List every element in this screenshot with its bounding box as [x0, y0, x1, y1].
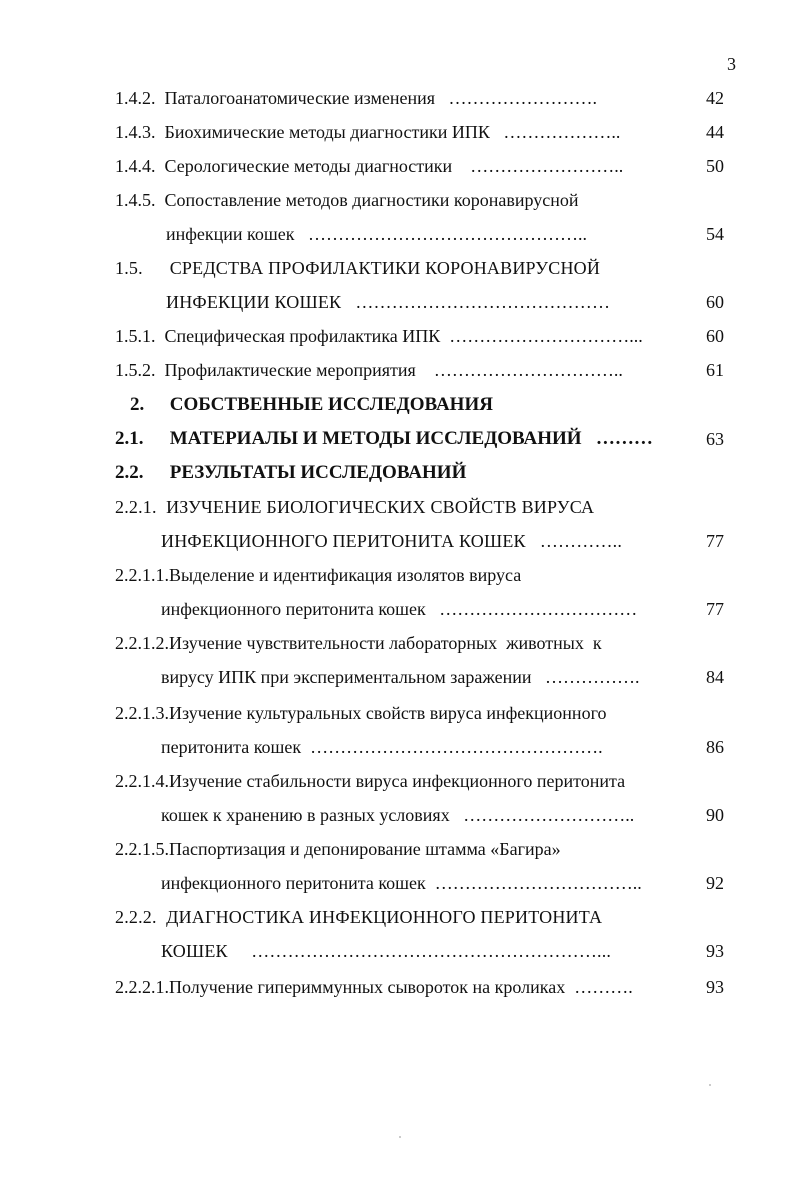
toc-entry-1-5-1 [115, 323, 643, 349]
toc-title: МАТЕРИАЛЫ И МЕТОДЫ ИССЛЕДОВАНИЙ [169, 428, 582, 449]
toc-title: СОБСТВЕННЫЕ ИССЛЕДОВАНИЯ [169, 394, 493, 415]
toc-number: 1.4.2. [115, 88, 156, 108]
toc-title: кошек к хранению в разных условиях [161, 805, 450, 825]
toc-title: ИНФЕКЦИИ КОШЕК [166, 292, 342, 312]
toc-title: перитонита кошек [161, 737, 302, 757]
toc-page: 93 [706, 977, 724, 997]
toc-page: 63 [706, 429, 724, 449]
toc-number: 2.2.1.4. [115, 771, 169, 791]
toc-title: Изучение стабильности вируса инфекционного перитонита [169, 771, 626, 791]
toc-leader-dots: ………………………….. [433, 360, 623, 380]
toc-number: 2.2.2.1. [115, 977, 169, 997]
toc-leader-dots: …………………………….. [434, 873, 642, 893]
toc-entry-continuation [166, 289, 610, 315]
toc-leader-dots: ……………. [544, 667, 640, 687]
toc-number: 2.2.1.1. [115, 565, 169, 585]
toc-title: ИНФЕКЦИОННОГО ПЕРИТОНИТА КОШЕК [161, 531, 526, 551]
toc-leader-dots: …………………………………… [355, 292, 611, 312]
toc-number: 2.1. [115, 428, 144, 449]
toc-page: 77 [706, 599, 724, 619]
toc-page: 77 [706, 531, 724, 551]
toc-title: Паталогоанатомические изменения [164, 88, 436, 108]
toc-title: инфекции кошек [166, 224, 295, 244]
toc-entry-continuation [161, 870, 642, 896]
toc-entry-1-4-3 [115, 119, 620, 145]
toc-leader-dots: ……………………….. [463, 805, 635, 825]
toc-page: 42 [706, 88, 724, 108]
toc-title: Специфическая профилактика ИПК [164, 326, 441, 346]
toc-title: Профилактические мероприятия [164, 360, 416, 380]
toc-title: инфекционного перитонита кошек [161, 599, 426, 619]
toc-entry-1-5-2 [115, 357, 623, 383]
toc-number: 2.2.1. [115, 497, 157, 517]
toc-title: Паспортизация и депонирование штамма «Багира» [169, 839, 561, 859]
toc-title: вирусу ИПК при экспериментальном заражении [161, 667, 532, 687]
toc-title: РЕЗУЛЬТАТЫ ИССЛЕДОВАНИЙ [169, 462, 467, 483]
toc-number: 1.5. [115, 258, 143, 278]
toc-leader-dots: ……… [595, 428, 653, 449]
toc-page: 50 [706, 156, 724, 176]
toc-entry-2-1 [115, 426, 653, 452]
toc-title: ДИАГНОСТИКА ИНФЕКЦИОННОГО ПЕРИТОНИТА [166, 907, 603, 927]
toc-number: 1.4.4. [115, 156, 156, 176]
toc-title: ИЗУЧЕНИЕ БИОЛОГИЧЕСКИХ СВОЙСТВ ВИРУСА [166, 497, 595, 517]
toc-entry-2-2-1 [115, 494, 594, 520]
toc-title: Изучение культуральных свойств вируса инфекционного [169, 703, 607, 723]
toc-entry-2-2-1-2 [115, 630, 602, 656]
toc-title: СРЕДСТВА ПРОФИЛАКТИКИ КОРОНАВИРУСНОЙ [169, 258, 601, 278]
toc-entry-2-2-2-1 [115, 974, 633, 1000]
toc-leader-dots: …………………………………………………... [251, 941, 612, 961]
toc-entry-continuation [161, 734, 603, 760]
toc-number: 2.2. [115, 462, 144, 483]
toc-leader-dots: ……………………………………….. [308, 224, 587, 244]
toc-page: 61 [706, 360, 724, 380]
scan-speck [399, 1136, 401, 1138]
toc-entry-2-2 [115, 460, 466, 486]
toc-entry-continuation [161, 802, 634, 828]
toc-page: 60 [706, 326, 724, 346]
toc-title: Изучение чувствительности лабораторных животных к [169, 633, 602, 653]
toc-leader-dots: ………….. [539, 531, 623, 551]
toc-entry-2-2-1-1 [115, 562, 521, 588]
toc-page: 90 [706, 805, 724, 825]
toc-entry-2-2-2 [115, 904, 602, 930]
toc-title: КОШЕК [161, 941, 228, 961]
toc-title: Серологические методы диагностики [164, 156, 453, 176]
toc-page: 44 [706, 122, 724, 142]
toc-title: инфекционного перитонита кошек [161, 873, 426, 893]
toc-number: 2.2.1.2. [115, 633, 169, 653]
toc-title: Получение гипериммунных сывороток на кроликах [169, 977, 566, 997]
toc-number: 1.5.1. [115, 326, 156, 346]
toc-entry-continuation [166, 221, 587, 247]
toc-leader-dots: …………………….. [470, 156, 624, 176]
toc-page: 84 [706, 667, 724, 687]
toc-entry-continuation [161, 938, 611, 964]
toc-entry-2-2-1-3 [115, 700, 607, 726]
toc-page: 54 [706, 224, 724, 244]
toc-number: 1.5.2. [115, 360, 156, 380]
toc-number: 2.2.2. [115, 907, 157, 927]
toc-entry-1-4-4 [115, 153, 623, 179]
toc-entry-1-4-5 [115, 187, 579, 213]
scan-speck [709, 1084, 711, 1086]
toc-page: 93 [706, 941, 724, 961]
toc-title: Выделение и идентификация изолятов вируса [169, 565, 522, 585]
toc-leader-dots: …………………………………………. [310, 737, 603, 757]
toc-entry-continuation [161, 664, 639, 690]
toc-number: 2.2.1.5. [115, 839, 169, 859]
toc-title: Биохимические методы диагностики ИПК [164, 122, 490, 142]
toc-entry-continuation [161, 528, 622, 554]
page-number: 3 [727, 54, 736, 74]
toc-leader-dots: ……………………. [448, 88, 598, 108]
toc-page: 86 [706, 737, 724, 757]
toc-leader-dots: ………. [574, 977, 633, 997]
toc-number: 1.4.5. [115, 190, 156, 210]
toc-entry-2-2-1-4 [115, 768, 625, 794]
toc-number: 2. [130, 394, 145, 415]
toc-number: 1.4.3. [115, 122, 156, 142]
toc-entry-continuation [161, 596, 637, 622]
toc-page: 60 [706, 292, 724, 312]
toc-number: 2.2.1.3. [115, 703, 169, 723]
toc-entry-1-4-2 [115, 85, 597, 111]
toc-page: 92 [706, 873, 724, 893]
toc-leader-dots: …………………………… [439, 599, 638, 619]
toc-leader-dots: ……………….. [503, 122, 621, 142]
toc-entry-1-5 [115, 255, 600, 281]
toc-entry-2 [130, 392, 493, 418]
toc-leader-dots: …………………………... [449, 326, 643, 346]
toc-entry-2-2-1-5 [115, 836, 561, 862]
toc-title: Сопоставление методов диагностики коронавирусной [164, 190, 579, 210]
